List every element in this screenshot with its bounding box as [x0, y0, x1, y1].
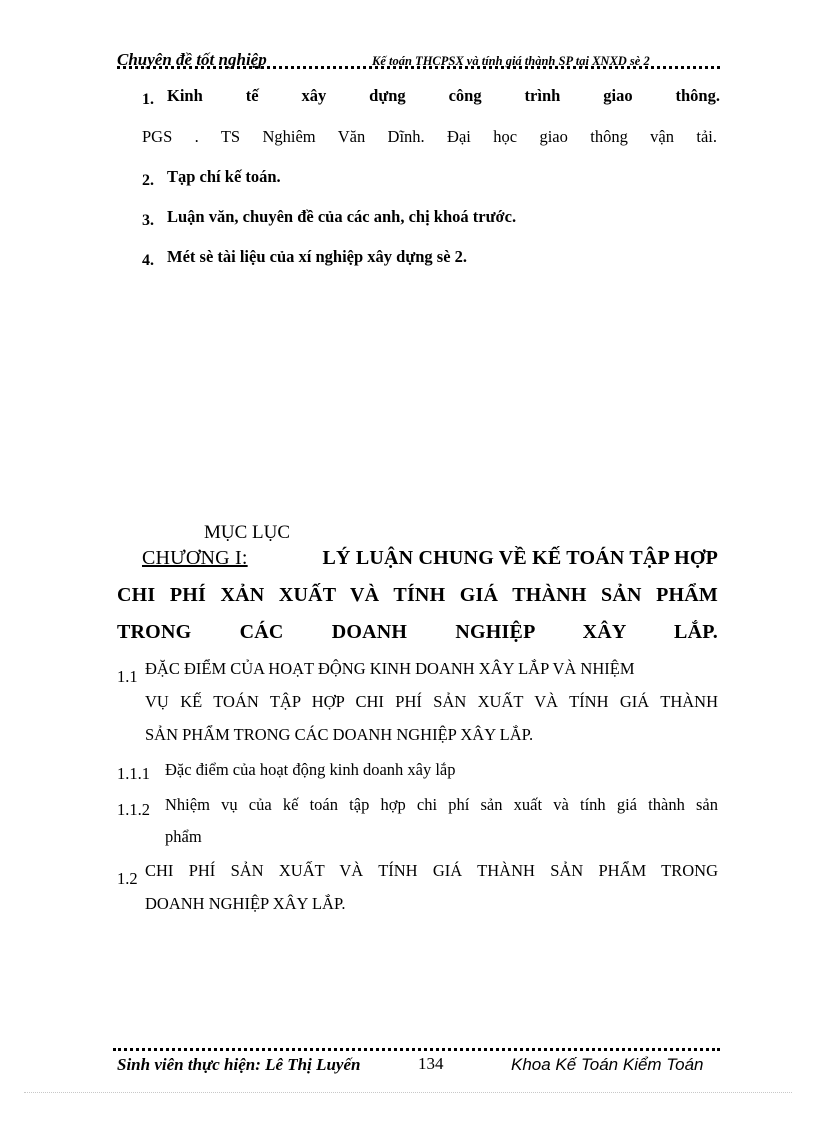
footer-author: Sinh viên thực hiện: Lê Thị Luyến — [117, 1055, 361, 1074]
footer-department: Khoa Kế Toán Kiểm Toán — [511, 1055, 704, 1074]
reference-item-3 — [142, 207, 516, 227]
reference-number: 1. — [142, 91, 154, 108]
chapter-heading-line-3: TRONG CÁC DOANH NGHIỆP XÂY LẮP. — [117, 621, 718, 643]
footer-dotted-rule — [113, 1048, 720, 1051]
reference-text: Kinh tế xây dựng công trình giao thông. — [167, 86, 720, 105]
reference-text: Tạp chí kế toán. — [167, 167, 281, 186]
page-number: 134 — [418, 1054, 444, 1073]
reference-item-2 — [142, 167, 281, 187]
page-edge-divider — [24, 1092, 792, 1093]
section-1-1-2-line-2: phẩm — [165, 827, 202, 846]
reference-number: 4. — [142, 252, 154, 269]
reference-author-line: PGS . TS Nghiêm Văn Dĩnh. Đại học giao thông vận tải. — [142, 127, 717, 146]
section-number-1-1-2: 1.1.2 — [117, 800, 150, 819]
section-number-1-1: 1.1 — [117, 667, 138, 686]
section-1-2-line-2: DOANH NGHIỆP XÂY LẮP. — [145, 894, 346, 913]
section-1-1-line-3: SẢN PHẨM TRONG CÁC DOANH NGHIỆP XÂY LẮP. — [145, 725, 534, 744]
header-left-title: Chuyên đề tốt nghiệp — [117, 50, 267, 69]
chapter-title-part-1: LÝ LUẬN CHUNG VỀ KẾ TOÁN TẬP HỢP — [322, 547, 718, 569]
header-right-title: Kế toán THCPSX và tính giá thành SP tại XNXD sè 2 — [372, 54, 650, 68]
section-number-1-2: 1.2 — [117, 869, 138, 888]
chapter-label: CHƯƠNG I: — [142, 547, 248, 569]
reference-number: 3. — [142, 212, 154, 229]
section-1-1-line-1: ĐẶC ĐIỂM CỦA HOẠT ĐỘNG KINH DOANH XÂY LẮP VÀ NHIỆM — [145, 659, 635, 678]
reference-text: Luận văn, chuyên đề của các anh, chị khoá trước. — [167, 207, 517, 226]
section-number-1-1-1: 1.1.1 — [117, 764, 150, 783]
section-1-1-2-line-1: Nhiệm vụ của kế toán tập hợp chi phí sản xuất và tính giá thành sản — [165, 795, 718, 814]
reference-item-4 — [142, 247, 467, 267]
section-1-1-1-title: Đặc điểm của hoạt động kinh doanh xây lắp — [165, 760, 456, 779]
section-1-2-line-1: CHI PHÍ SẢN XUẤT VÀ TÍNH GIÁ THÀNH SẢN PHẨM TRONG — [145, 861, 718, 880]
chapter-heading-line-1 — [142, 547, 718, 570]
reference-text: Mét sè tài liệu của xí nghiệp xây dựng sè 2. — [167, 247, 468, 266]
chapter-heading-line-2: CHI PHÍ XẢN XUẤT VÀ TÍNH GIÁ THÀNH SẢN PHẨM — [117, 584, 718, 606]
section-1-1-line-2: VỤ KẾ TOÁN TẬP HỢP CHI PHÍ SẢN XUẤT VÀ TÍNH GIÁ THÀNH — [145, 692, 718, 711]
toc-title: MỤC LỤC — [204, 522, 291, 543]
header-dotted-rule — [117, 66, 720, 69]
reference-item-1 — [142, 86, 720, 106]
reference-number: 2. — [142, 172, 154, 189]
